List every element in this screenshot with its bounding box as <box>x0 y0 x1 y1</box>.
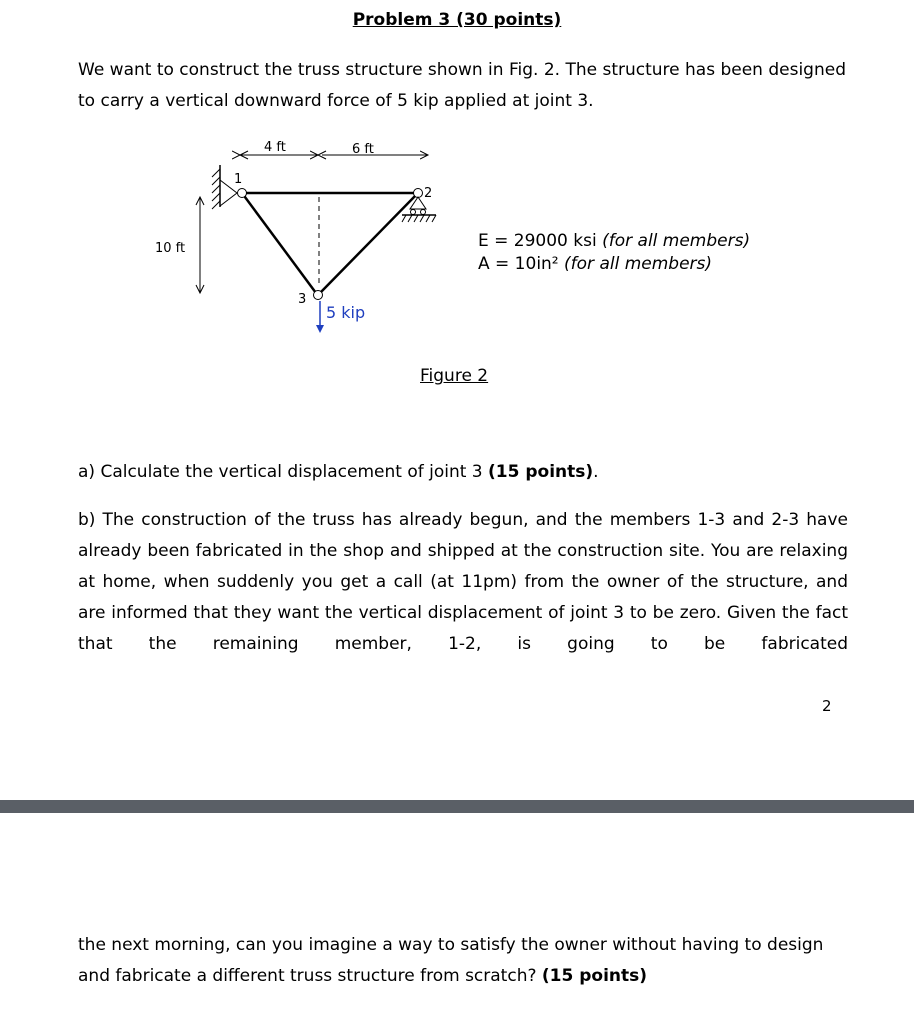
truss-figure <box>140 135 460 345</box>
area-note: (for all members) <box>564 254 713 274</box>
joint-1-label: 1 <box>234 172 243 187</box>
material-properties <box>478 230 750 276</box>
area-value: A = 10in² <box>478 254 565 274</box>
question-b-continued <box>78 930 848 992</box>
top-dimension <box>240 140 428 159</box>
page-separator <box>0 800 914 813</box>
question-a <box>78 457 848 488</box>
area-line <box>478 253 750 276</box>
member-1-3 <box>242 193 316 293</box>
dim-label-6ft: 6 ft <box>352 142 374 157</box>
question-a-end: . <box>593 462 599 482</box>
dim-label-4ft: 4 ft <box>264 140 286 155</box>
page-number: 2 <box>822 697 832 715</box>
joint-1-node <box>238 189 247 198</box>
arrow-down-icon <box>316 325 324 333</box>
question-b-continued-text: the next morning, can you imagine a way to satisfy the owner without having to design and fabricate a different truss structure from scratch? <box>78 935 824 986</box>
modulus-value: E = 29000 ksi <box>478 231 603 251</box>
figure-caption: Figure 2 <box>420 366 489 386</box>
dim-label-10ft: 10 ft <box>155 241 186 256</box>
load-label: 5 kip <box>326 303 366 322</box>
joint-2-label: 2 <box>424 186 433 201</box>
problem-title: Problem 3 (30 points) <box>352 10 562 30</box>
problem-intro: We want to construct the truss structure shown in Fig. 2. The structure has been designed to carry a vertical downward force of 5 kip applied at joint 3. <box>78 60 846 111</box>
left-dimension <box>155 197 204 293</box>
question-a-points: (15 points) <box>488 462 594 482</box>
question-b: b) The construction of the truss has already begun, and the members 1-3 and 2-3 have already been fabricated in the shop and shipped at the construction site. You are relaxing at home, when suddenly you get a call (at 11pm) from the owner of the structure, and are informed that they want the vertical displacement of joint 3 to be zero. Given the fact that the remaining member, 1-2, is going to be fabricated <box>78 510 848 654</box>
member-2-3 <box>320 193 418 293</box>
modulus-note: (for all members) <box>602 231 751 251</box>
load-arrow <box>316 301 365 333</box>
question-b-points: (15 points) <box>541 966 648 986</box>
question-a-text: a) Calculate the vertical displacement of joint 3 <box>78 462 489 482</box>
modulus-line <box>478 230 750 253</box>
joint-3-label: 3 <box>298 292 307 307</box>
joint-3-node <box>314 291 323 300</box>
